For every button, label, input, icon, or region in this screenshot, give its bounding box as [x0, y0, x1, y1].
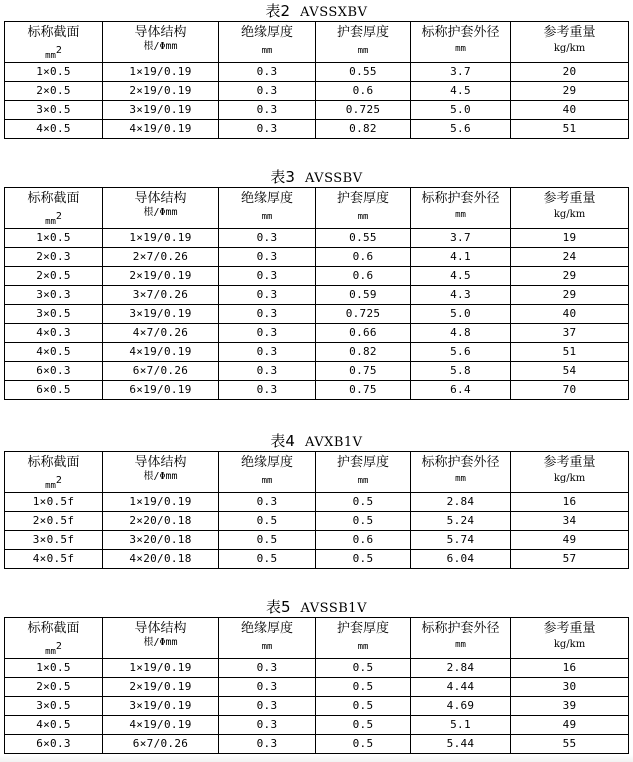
cell-insulation-thickness: 0.5: [219, 531, 316, 550]
cell-conductor-structure: 4×19/0.19: [103, 120, 219, 139]
cell-conductor-structure: 6×19/0.19: [103, 381, 219, 400]
header-reference-weight: 参考重量 kg/km: [511, 452, 629, 493]
cell-reference-weight: 40: [511, 305, 629, 324]
cell-sheath-thickness: 0.725: [316, 305, 411, 324]
cell-cross-section: 1×0.5: [5, 63, 103, 82]
cell-conductor-structure: 4×19/0.19: [103, 716, 219, 735]
cell-cross-section: 3×0.5: [5, 697, 103, 716]
cell-cross-section: 3×0.5: [5, 101, 103, 120]
table-row: [5, 82, 629, 101]
cell-conductor-structure: 3×19/0.19: [103, 305, 219, 324]
cell-insulation-thickness: 0.3: [219, 716, 316, 735]
header-sheath-outer-diameter: 标称护套外径 mm: [411, 452, 511, 493]
cell-sheath-thickness: 0.82: [316, 343, 411, 362]
cell-cross-section: 4×0.5: [5, 343, 103, 362]
cell-conductor-structure: 3×20/0.18: [103, 531, 219, 550]
table-2-number: 表2: [265, 2, 291, 20]
table-row: [5, 101, 629, 120]
table-3-title: [0, 168, 633, 188]
cell-reference-weight: 54: [511, 362, 629, 381]
table-row: [5, 531, 629, 550]
cell-sheath-outer-diameter: 3.7: [411, 63, 511, 82]
cell-sheath-outer-diameter: 6.04: [411, 550, 511, 569]
table-2-model: AVSSXBV: [300, 5, 368, 20]
cell-sheath-outer-diameter: 5.8: [411, 362, 511, 381]
cell-conductor-structure: 4×20/0.18: [103, 550, 219, 569]
cell-sheath-outer-diameter: 3.7: [411, 229, 511, 248]
cell-sheath-outer-diameter: 4.3: [411, 286, 511, 305]
table-3: [4, 187, 629, 400]
header-row: [5, 452, 629, 493]
cell-conductor-structure: 2×7/0.26: [103, 248, 219, 267]
cell-sheath-thickness: 0.5: [316, 716, 411, 735]
table-row: [5, 120, 629, 139]
cell-insulation-thickness: 0.3: [219, 362, 316, 381]
cell-sheath-thickness: 0.75: [316, 362, 411, 381]
table-row: [5, 716, 629, 735]
cell-sheath-thickness: 0.5: [316, 550, 411, 569]
cell-cross-section: 2×0.5: [5, 678, 103, 697]
cell-cross-section: 4×0.5: [5, 120, 103, 139]
table-row: [5, 512, 629, 531]
header-reference-weight: 参考重量 kg/km: [511, 188, 629, 229]
cell-conductor-structure: 1×19/0.19: [103, 63, 219, 82]
cell-sheath-thickness: 0.5: [316, 678, 411, 697]
cell-sheath-outer-diameter: 5.1: [411, 716, 511, 735]
cell-conductor-structure: 3×19/0.19: [103, 101, 219, 120]
cell-conductor-structure: 6×7/0.26: [103, 735, 219, 754]
cell-reference-weight: 16: [511, 659, 629, 678]
cell-cross-section: 4×0.3: [5, 324, 103, 343]
cell-conductor-structure: 3×19/0.19: [103, 697, 219, 716]
header-conductor-structure: 导体结构 根/Φmm: [103, 188, 219, 229]
header-row: [5, 618, 629, 659]
cell-sheath-outer-diameter: 4.5: [411, 267, 511, 286]
cell-sheath-outer-diameter: 5.24: [411, 512, 511, 531]
cell-sheath-outer-diameter: 5.74: [411, 531, 511, 550]
cell-sheath-thickness: 0.59: [316, 286, 411, 305]
cell-sheath-outer-diameter: 4.5: [411, 82, 511, 101]
cell-cross-section: 6×0.3: [5, 735, 103, 754]
header-conductor-structure: 导体结构 根/Φmm: [103, 22, 219, 63]
header-insulation-thickness: 绝缘厚度 mm: [219, 452, 316, 493]
cell-sheath-outer-diameter: 4.1: [411, 248, 511, 267]
cell-reference-weight: 16: [511, 493, 629, 512]
table-row: [5, 550, 629, 569]
table-row: [5, 324, 629, 343]
header-insulation-thickness: 绝缘厚度 mm: [219, 618, 316, 659]
cell-sheath-outer-diameter: 4.69: [411, 697, 511, 716]
cell-insulation-thickness: 0.5: [219, 550, 316, 569]
cell-reference-weight: 57: [511, 550, 629, 569]
cell-reference-weight: 49: [511, 531, 629, 550]
cell-sheath-outer-diameter: 4.8: [411, 324, 511, 343]
header-sheath-thickness: 护套厚度 mm: [316, 188, 411, 229]
table-row: [5, 229, 629, 248]
cell-insulation-thickness: 0.3: [219, 82, 316, 101]
cell-sheath-thickness: 0.75: [316, 381, 411, 400]
cell-cross-section: 2×0.5: [5, 82, 103, 101]
cell-sheath-thickness: 0.82: [316, 120, 411, 139]
cell-cross-section: 2×0.3: [5, 248, 103, 267]
cell-conductor-structure: 1×19/0.19: [103, 229, 219, 248]
cell-reference-weight: 37: [511, 324, 629, 343]
cell-sheath-outer-diameter: 5.44: [411, 735, 511, 754]
cell-sheath-thickness: 0.5: [316, 493, 411, 512]
cell-reference-weight: 40: [511, 101, 629, 120]
table-2: [4, 21, 629, 139]
cell-reference-weight: 51: [511, 343, 629, 362]
cell-reference-weight: 51: [511, 120, 629, 139]
header-sheath-thickness: 护套厚度 mm: [316, 618, 411, 659]
cell-sheath-thickness: 0.55: [316, 229, 411, 248]
header-sheath-outer-diameter: 标称护套外径 mm: [411, 188, 511, 229]
cell-conductor-structure: 2×20/0.18: [103, 512, 219, 531]
cell-conductor-structure: 6×7/0.26: [103, 362, 219, 381]
cell-sheath-thickness: 0.6: [316, 82, 411, 101]
cell-cross-section: 4×0.5f: [5, 550, 103, 569]
cell-insulation-thickness: 0.3: [219, 343, 316, 362]
cell-insulation-thickness: 0.3: [219, 101, 316, 120]
cell-sheath-thickness: 0.6: [316, 248, 411, 267]
cell-insulation-thickness: 0.3: [219, 120, 316, 139]
header-conductor-structure: 导体结构 根/Φmm: [103, 452, 219, 493]
header-cross-section: 标称截面 $mm^2$: [5, 618, 103, 659]
table-4-title: [0, 432, 633, 452]
cell-conductor-structure: 4×19/0.19: [103, 343, 219, 362]
cell-insulation-thickness: 0.3: [219, 63, 316, 82]
cell-sheath-thickness: 0.5: [316, 659, 411, 678]
cell-sheath-outer-diameter: 5.0: [411, 101, 511, 120]
cell-conductor-structure: 1×19/0.19: [103, 493, 219, 512]
table-5-number: 表5: [266, 598, 291, 616]
cell-insulation-thickness: 0.3: [219, 305, 316, 324]
cell-sheath-thickness: 0.5: [316, 735, 411, 754]
cell-insulation-thickness: 0.3: [219, 381, 316, 400]
cell-reference-weight: 70: [511, 381, 629, 400]
cell-conductor-structure: 3×7/0.26: [103, 286, 219, 305]
cell-cross-section: 6×0.5: [5, 381, 103, 400]
cell-sheath-thickness: 0.6: [316, 267, 411, 286]
table-5: [4, 617, 629, 754]
cell-cross-section: 3×0.5: [5, 305, 103, 324]
header-cross-section: 标称截面 $mm^2$: [5, 22, 103, 63]
table-row: [5, 63, 629, 82]
cell-conductor-structure: 2×19/0.19: [103, 267, 219, 286]
cell-cross-section: 6×0.3: [5, 362, 103, 381]
cell-cross-section: 4×0.5: [5, 716, 103, 735]
cell-cross-section: 3×0.3: [5, 286, 103, 305]
cell-insulation-thickness: 0.3: [219, 324, 316, 343]
cell-reference-weight: 30: [511, 678, 629, 697]
table-row: [5, 659, 629, 678]
header-reference-weight: 参考重量 kg/km: [511, 618, 629, 659]
cell-sheath-thickness: 0.55: [316, 63, 411, 82]
cell-reference-weight: 34: [511, 512, 629, 531]
cell-cross-section: 3×0.5f: [5, 531, 103, 550]
cell-insulation-thickness: 0.3: [219, 697, 316, 716]
cell-reference-weight: 24: [511, 248, 629, 267]
cell-insulation-thickness: 0.3: [219, 267, 316, 286]
cell-reference-weight: 29: [511, 267, 629, 286]
header-cross-section: 标称截面 $mm^2$: [5, 188, 103, 229]
cell-sheath-outer-diameter: 5.6: [411, 120, 511, 139]
cell-reference-weight: 19: [511, 229, 629, 248]
table-4: [4, 451, 629, 569]
header-conductor-structure: 导体结构 根/Φmm: [103, 618, 219, 659]
header-cross-section: 标称截面 $mm^2$: [5, 452, 103, 493]
table-3-number: 表3: [270, 168, 295, 186]
cell-insulation-thickness: 0.3: [219, 229, 316, 248]
cell-reference-weight: 29: [511, 82, 629, 101]
cell-conductor-structure: 1×19/0.19: [103, 659, 219, 678]
table-4-number: 表4: [270, 432, 295, 450]
table-row: [5, 493, 629, 512]
header-sheath-outer-diameter: 标称护套外径 mm: [411, 618, 511, 659]
header-sheath-thickness: 护套厚度 mm: [316, 22, 411, 63]
cell-insulation-thickness: 0.5: [219, 512, 316, 531]
table-row: [5, 678, 629, 697]
table-row: [5, 305, 629, 324]
page-bottom-shadow: [0, 755, 633, 762]
cell-sheath-outer-diameter: 2.84: [411, 493, 511, 512]
cell-reference-weight: 55: [511, 735, 629, 754]
cell-insulation-thickness: 0.3: [219, 735, 316, 754]
table-row: [5, 697, 629, 716]
cell-cross-section: 1×0.5: [5, 229, 103, 248]
cell-sheath-outer-diameter: 5.0: [411, 305, 511, 324]
header-row: [5, 22, 629, 63]
table-4-model: AVXB1V: [304, 435, 363, 450]
cell-sheath-outer-diameter: 4.44: [411, 678, 511, 697]
header-reference-weight: 参考重量 kg/km: [511, 22, 629, 63]
cell-insulation-thickness: 0.3: [219, 493, 316, 512]
cell-insulation-thickness: 0.3: [219, 286, 316, 305]
cell-cross-section: 2×0.5: [5, 267, 103, 286]
cell-sheath-outer-diameter: 6.4: [411, 381, 511, 400]
table-row: [5, 248, 629, 267]
cell-sheath-thickness: 0.6: [316, 531, 411, 550]
table-row: [5, 381, 629, 400]
table-row: [5, 286, 629, 305]
table-row: [5, 267, 629, 286]
header-sheath-thickness: 护套厚度 mm: [316, 452, 411, 493]
table-5-model: AVSSB1V: [300, 601, 367, 616]
cell-cross-section: 1×0.5f: [5, 493, 103, 512]
table-row: [5, 362, 629, 381]
table-2-title: [0, 2, 633, 22]
header-insulation-thickness: 绝缘厚度 mm: [219, 188, 316, 229]
cell-reference-weight: 20: [511, 63, 629, 82]
cell-conductor-structure: 4×7/0.26: [103, 324, 219, 343]
cell-conductor-structure: 2×19/0.19: [103, 82, 219, 101]
cell-reference-weight: 49: [511, 716, 629, 735]
cell-insulation-thickness: 0.3: [219, 248, 316, 267]
header-row: [5, 188, 629, 229]
table-row: [5, 343, 629, 362]
cell-sheath-thickness: 0.5: [316, 697, 411, 716]
cell-reference-weight: 29: [511, 286, 629, 305]
cell-cross-section: 1×0.5: [5, 659, 103, 678]
header-sheath-outer-diameter: 标称护套外径 mm: [411, 22, 511, 63]
cell-reference-weight: 39: [511, 697, 629, 716]
cell-insulation-thickness: 0.3: [219, 678, 316, 697]
cell-insulation-thickness: 0.3: [219, 659, 316, 678]
cell-sheath-thickness: 0.725: [316, 101, 411, 120]
cell-cross-section: 2×0.5f: [5, 512, 103, 531]
table-5-title: [0, 598, 633, 618]
cell-sheath-outer-diameter: 2.84: [411, 659, 511, 678]
cell-sheath-outer-diameter: 5.6: [411, 343, 511, 362]
cell-conductor-structure: 2×19/0.19: [103, 678, 219, 697]
header-insulation-thickness: 绝缘厚度 mm: [219, 22, 316, 63]
cell-sheath-thickness: 0.5: [316, 512, 411, 531]
cell-sheath-thickness: 0.66: [316, 324, 411, 343]
table-3-model: AVSSBV: [304, 171, 363, 186]
table-row: [5, 735, 629, 754]
